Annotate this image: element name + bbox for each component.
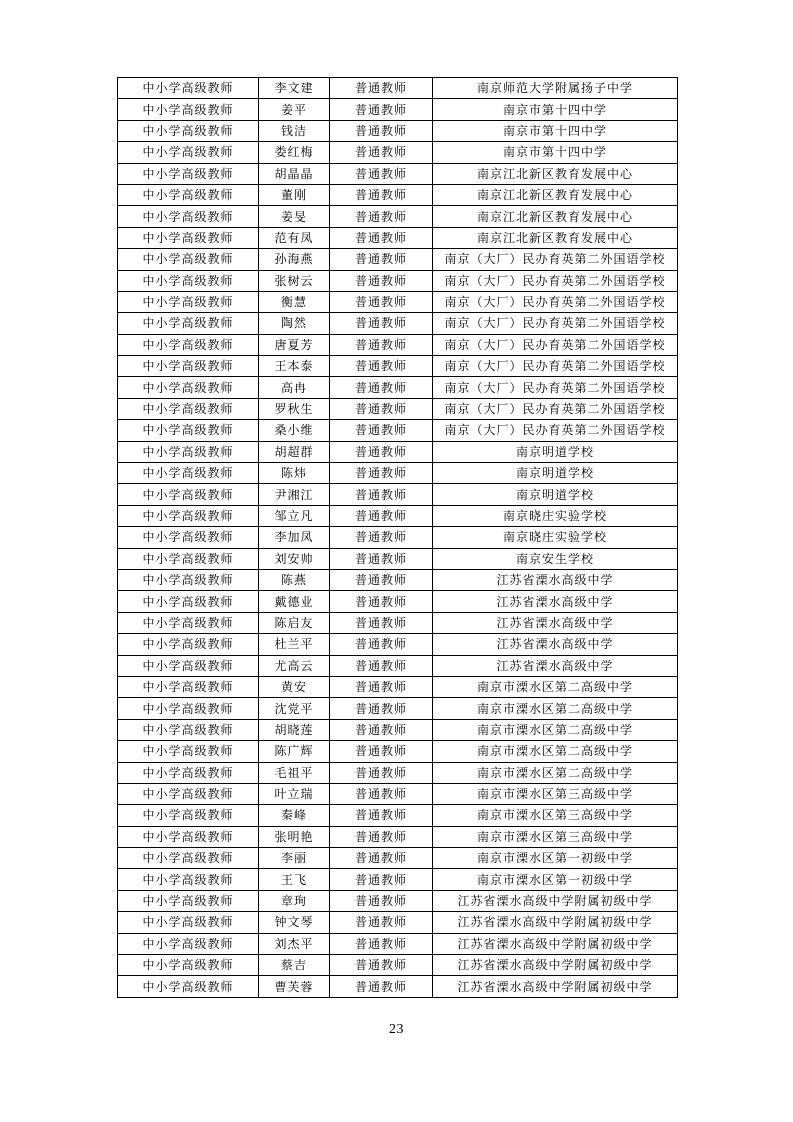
- cell-rank: 中小学高级教师: [118, 78, 259, 99]
- cell-name: 范有凤: [259, 227, 330, 248]
- table-row: [118, 377, 678, 398]
- cell-name: 陈启友: [259, 612, 330, 633]
- cell-name: 娄红梅: [259, 142, 330, 163]
- cell-teacher-type: 普通教师: [330, 291, 433, 312]
- cell-school: 南京（大厂）民办育英第二外国语学校: [433, 377, 678, 398]
- cell-teacher-type: 普通教师: [330, 227, 433, 248]
- table-row: [118, 334, 678, 355]
- cell-teacher-type: 普通教师: [330, 848, 433, 869]
- cell-rank: 中小学高级教师: [118, 976, 259, 997]
- cell-teacher-type: 普通教师: [330, 463, 433, 484]
- cell-rank: 中小学高级教师: [118, 869, 259, 890]
- table-row: [118, 184, 678, 205]
- cell-rank: 中小学高级教师: [118, 377, 259, 398]
- cell-name: 陈炜: [259, 463, 330, 484]
- cell-name: 刘杰平: [259, 933, 330, 954]
- cell-school: 江苏省溧水高级中学附属初级中学: [433, 912, 678, 933]
- table-row: [118, 741, 678, 762]
- cell-teacher-type: 普通教师: [330, 356, 433, 377]
- cell-teacher-type: 普通教师: [330, 527, 433, 548]
- table-row: [118, 655, 678, 676]
- table-row: [118, 78, 678, 99]
- cell-teacher-type: 普通教师: [330, 912, 433, 933]
- cell-rank: 中小学高级教师: [118, 206, 259, 227]
- cell-rank: 中小学高级教师: [118, 741, 259, 762]
- cell-name: 秦峰: [259, 805, 330, 826]
- cell-school: 江苏省溧水高级中学附属初级中学: [433, 933, 678, 954]
- cell-name: 尤高云: [259, 655, 330, 676]
- cell-rank: 中小学高级教师: [118, 848, 259, 869]
- cell-name: 桑小维: [259, 420, 330, 441]
- cell-name: 刘安帅: [259, 548, 330, 569]
- cell-name: 黄安: [259, 676, 330, 697]
- cell-teacher-type: 普通教师: [330, 698, 433, 719]
- cell-teacher-type: 普通教师: [330, 655, 433, 676]
- cell-name: 衡慧: [259, 291, 330, 312]
- cell-rank: 中小学高级教师: [118, 805, 259, 826]
- cell-teacher-type: 普通教师: [330, 569, 433, 590]
- table-row: [118, 463, 678, 484]
- cell-school: 南京明道学校: [433, 484, 678, 505]
- cell-school: 南京（大厂）民办育英第二外国语学校: [433, 291, 678, 312]
- cell-rank: 中小学高级教师: [118, 441, 259, 462]
- cell-rank: 中小学高级教师: [118, 527, 259, 548]
- page-number: 23: [389, 1022, 404, 1037]
- table-row: [118, 99, 678, 120]
- cell-rank: 中小学高级教师: [118, 291, 259, 312]
- table-row: [118, 805, 678, 826]
- cell-teacher-type: 普通教师: [330, 484, 433, 505]
- cell-rank: 中小学高级教师: [118, 142, 259, 163]
- cell-rank: 中小学高级教师: [118, 826, 259, 847]
- cell-name: 张树云: [259, 270, 330, 291]
- cell-rank: 中小学高级教师: [118, 227, 259, 248]
- cell-school: 南京市第十四中学: [433, 99, 678, 120]
- cell-name: 王飞: [259, 869, 330, 890]
- cell-rank: 中小学高级教师: [118, 655, 259, 676]
- cell-name: 胡晶晶: [259, 163, 330, 184]
- cell-name: 胡晓莲: [259, 719, 330, 740]
- cell-school: 南京江北新区教育发展中心: [433, 163, 678, 184]
- cell-school: 南京明道学校: [433, 441, 678, 462]
- table-row: [118, 420, 678, 441]
- cell-teacher-type: 普通教师: [330, 869, 433, 890]
- cell-teacher-type: 普通教师: [330, 398, 433, 419]
- table-row: [118, 120, 678, 141]
- cell-name: 沈党平: [259, 698, 330, 719]
- table-row: [118, 698, 678, 719]
- cell-school: 江苏省溧水高级中学: [433, 591, 678, 612]
- cell-school: 南京市第十四中学: [433, 120, 678, 141]
- cell-school: 南京市溧水区第三高级中学: [433, 783, 678, 804]
- cell-rank: 中小学高级教师: [118, 676, 259, 697]
- table-row: [118, 548, 678, 569]
- cell-school: 江苏省溧水高级中学附属初级中学: [433, 890, 678, 911]
- table-row: [118, 676, 678, 697]
- cell-name: 叶立瑞: [259, 783, 330, 804]
- table-row: [118, 634, 678, 655]
- teacher-title-table: [117, 77, 678, 998]
- cell-school: 南京江北新区教育发展中心: [433, 184, 678, 205]
- cell-name: 曹芙蓉: [259, 976, 330, 997]
- cell-name: 章珣: [259, 890, 330, 911]
- cell-rank: 中小学高级教师: [118, 612, 259, 633]
- cell-rank: 中小学高级教师: [118, 163, 259, 184]
- cell-teacher-type: 普通教师: [330, 334, 433, 355]
- cell-school: 南京（大厂）民办育英第二外国语学校: [433, 398, 678, 419]
- cell-teacher-type: 普通教师: [330, 762, 433, 783]
- cell-name: 姜平: [259, 99, 330, 120]
- table-row: [118, 826, 678, 847]
- table-row: [118, 719, 678, 740]
- table-row: [118, 890, 678, 911]
- cell-teacher-type: 普通教师: [330, 120, 433, 141]
- cell-name: 钱洁: [259, 120, 330, 141]
- cell-rank: 中小学高级教师: [118, 356, 259, 377]
- table-row: [118, 142, 678, 163]
- cell-teacher-type: 普通教师: [330, 206, 433, 227]
- cell-teacher-type: 普通教师: [330, 163, 433, 184]
- cell-teacher-type: 普通教师: [330, 548, 433, 569]
- cell-teacher-type: 普通教师: [330, 505, 433, 526]
- table-row: [118, 206, 678, 227]
- table-row: [118, 569, 678, 590]
- cell-teacher-type: 普通教师: [330, 783, 433, 804]
- cell-rank: 中小学高级教师: [118, 933, 259, 954]
- table-row: [118, 612, 678, 633]
- cell-rank: 中小学高级教师: [118, 569, 259, 590]
- cell-teacher-type: 普通教师: [330, 184, 433, 205]
- cell-teacher-type: 普通教师: [330, 142, 433, 163]
- table-row: [118, 484, 678, 505]
- cell-school: 江苏省溧水高级中学: [433, 655, 678, 676]
- cell-name: 姜旻: [259, 206, 330, 227]
- cell-name: 胡超群: [259, 441, 330, 462]
- cell-name: 陈广辉: [259, 741, 330, 762]
- cell-name: 尹湘江: [259, 484, 330, 505]
- cell-name: 董刚: [259, 184, 330, 205]
- cell-school: 南京市溧水区第二高级中学: [433, 676, 678, 697]
- cell-school: 南京（大厂）民办育英第二外国语学校: [433, 249, 678, 270]
- cell-name: 蔡吉: [259, 955, 330, 976]
- cell-name: 戴德业: [259, 591, 330, 612]
- cell-teacher-type: 普通教师: [330, 741, 433, 762]
- cell-teacher-type: 普通教师: [330, 99, 433, 120]
- table-row: [118, 270, 678, 291]
- cell-rank: 中小学高级教师: [118, 420, 259, 441]
- cell-rank: 中小学高级教师: [118, 313, 259, 334]
- cell-teacher-type: 普通教师: [330, 270, 433, 291]
- cell-rank: 中小学高级教师: [118, 334, 259, 355]
- cell-rank: 中小学高级教师: [118, 912, 259, 933]
- table-row: [118, 912, 678, 933]
- table-row: [118, 398, 678, 419]
- cell-rank: 中小学高级教师: [118, 548, 259, 569]
- cell-school: 南京（大厂）民办育英第二外国语学校: [433, 420, 678, 441]
- cell-teacher-type: 普通教师: [330, 441, 433, 462]
- cell-name: 邹立凡: [259, 505, 330, 526]
- table-row: [118, 527, 678, 548]
- cell-teacher-type: 普通教师: [330, 890, 433, 911]
- table-row: [118, 227, 678, 248]
- cell-name: 罗秋生: [259, 398, 330, 419]
- table-row: [118, 762, 678, 783]
- cell-school: 江苏省溧水高级中学: [433, 612, 678, 633]
- teacher-table-body: [118, 78, 678, 998]
- cell-name: 李文建: [259, 78, 330, 99]
- cell-school: 南京安生学校: [433, 548, 678, 569]
- cell-school: 南京（大厂）民办育英第二外国语学校: [433, 313, 678, 334]
- table-row: [118, 869, 678, 890]
- cell-school: 南京市溧水区第三高级中学: [433, 826, 678, 847]
- cell-name: 李加凤: [259, 527, 330, 548]
- cell-name: 高冉: [259, 377, 330, 398]
- cell-rank: 中小学高级教师: [118, 955, 259, 976]
- cell-rank: 中小学高级教师: [118, 783, 259, 804]
- cell-school: 南京晓庄实验学校: [433, 505, 678, 526]
- table-row: [118, 291, 678, 312]
- cell-teacher-type: 普通教师: [330, 313, 433, 334]
- cell-teacher-type: 普通教师: [330, 676, 433, 697]
- cell-name: 唐夏芳: [259, 334, 330, 355]
- cell-school: 南京江北新区教育发展中心: [433, 206, 678, 227]
- cell-teacher-type: 普通教师: [330, 933, 433, 954]
- cell-teacher-type: 普通教师: [330, 612, 433, 633]
- cell-school: 南京晓庄实验学校: [433, 527, 678, 548]
- cell-school: 南京市溧水区第二高级中学: [433, 741, 678, 762]
- cell-teacher-type: 普通教师: [330, 377, 433, 398]
- cell-school: 南京（大厂）民办育英第二外国语学校: [433, 270, 678, 291]
- cell-school: 江苏省溧水高级中学附属初级中学: [433, 976, 678, 997]
- cell-school: 南京市溧水区第二高级中学: [433, 762, 678, 783]
- cell-teacher-type: 普通教师: [330, 249, 433, 270]
- cell-name: 杜兰平: [259, 634, 330, 655]
- cell-school: 江苏省溧水高级中学: [433, 634, 678, 655]
- cell-school: 南京市溧水区第二高级中学: [433, 698, 678, 719]
- cell-rank: 中小学高级教师: [118, 484, 259, 505]
- table-row: [118, 955, 678, 976]
- table-row: [118, 356, 678, 377]
- cell-rank: 中小学高级教师: [118, 249, 259, 270]
- cell-teacher-type: 普通教师: [330, 805, 433, 826]
- table-row: [118, 848, 678, 869]
- cell-name: 钟文琴: [259, 912, 330, 933]
- cell-school: 南京（大厂）民办育英第二外国语学校: [433, 334, 678, 355]
- cell-school: 江苏省溧水高级中学: [433, 569, 678, 590]
- table-row: [118, 976, 678, 997]
- cell-rank: 中小学高级教师: [118, 634, 259, 655]
- cell-school: 南京市第十四中学: [433, 142, 678, 163]
- cell-rank: 中小学高级教师: [118, 591, 259, 612]
- cell-school: 南京江北新区教育发展中心: [433, 227, 678, 248]
- cell-teacher-type: 普通教师: [330, 719, 433, 740]
- cell-rank: 中小学高级教师: [118, 719, 259, 740]
- cell-teacher-type: 普通教师: [330, 78, 433, 99]
- table-row: [118, 441, 678, 462]
- cell-rank: 中小学高级教师: [118, 99, 259, 120]
- cell-name: 王本泰: [259, 356, 330, 377]
- cell-rank: 中小学高级教师: [118, 762, 259, 783]
- cell-teacher-type: 普通教师: [330, 634, 433, 655]
- cell-teacher-type: 普通教师: [330, 420, 433, 441]
- cell-rank: 中小学高级教师: [118, 698, 259, 719]
- cell-school: 南京市溧水区第三高级中学: [433, 805, 678, 826]
- cell-school: 南京（大厂）民办育英第二外国语学校: [433, 356, 678, 377]
- cell-rank: 中小学高级教师: [118, 120, 259, 141]
- cell-rank: 中小学高级教师: [118, 270, 259, 291]
- cell-name: 张明艳: [259, 826, 330, 847]
- cell-school: 南京明道学校: [433, 463, 678, 484]
- cell-teacher-type: 普通教师: [330, 976, 433, 997]
- cell-teacher-type: 普通教师: [330, 955, 433, 976]
- table-row: [118, 933, 678, 954]
- cell-rank: 中小学高级教师: [118, 505, 259, 526]
- cell-rank: 中小学高级教师: [118, 463, 259, 484]
- cell-rank: 中小学高级教师: [118, 398, 259, 419]
- cell-school: 南京市溧水区第一初级中学: [433, 848, 678, 869]
- cell-teacher-type: 普通教师: [330, 591, 433, 612]
- table-row: [118, 505, 678, 526]
- cell-school: 南京市溧水区第一初级中学: [433, 869, 678, 890]
- cell-name: 李丽: [259, 848, 330, 869]
- cell-name: 毛祖平: [259, 762, 330, 783]
- cell-name: 陶然: [259, 313, 330, 334]
- cell-school: 江苏省溧水高级中学附属初级中学: [433, 955, 678, 976]
- cell-school: 南京师范大学附属扬子中学: [433, 78, 678, 99]
- cell-rank: 中小学高级教师: [118, 890, 259, 911]
- table-row: [118, 249, 678, 270]
- cell-school: 南京市溧水区第二高级中学: [433, 719, 678, 740]
- cell-name: 陈燕: [259, 569, 330, 590]
- table-row: [118, 163, 678, 184]
- table-row: [118, 313, 678, 334]
- table-row: [118, 591, 678, 612]
- cell-name: 孙海燕: [259, 249, 330, 270]
- cell-teacher-type: 普通教师: [330, 826, 433, 847]
- table-row: [118, 783, 678, 804]
- cell-rank: 中小学高级教师: [118, 184, 259, 205]
